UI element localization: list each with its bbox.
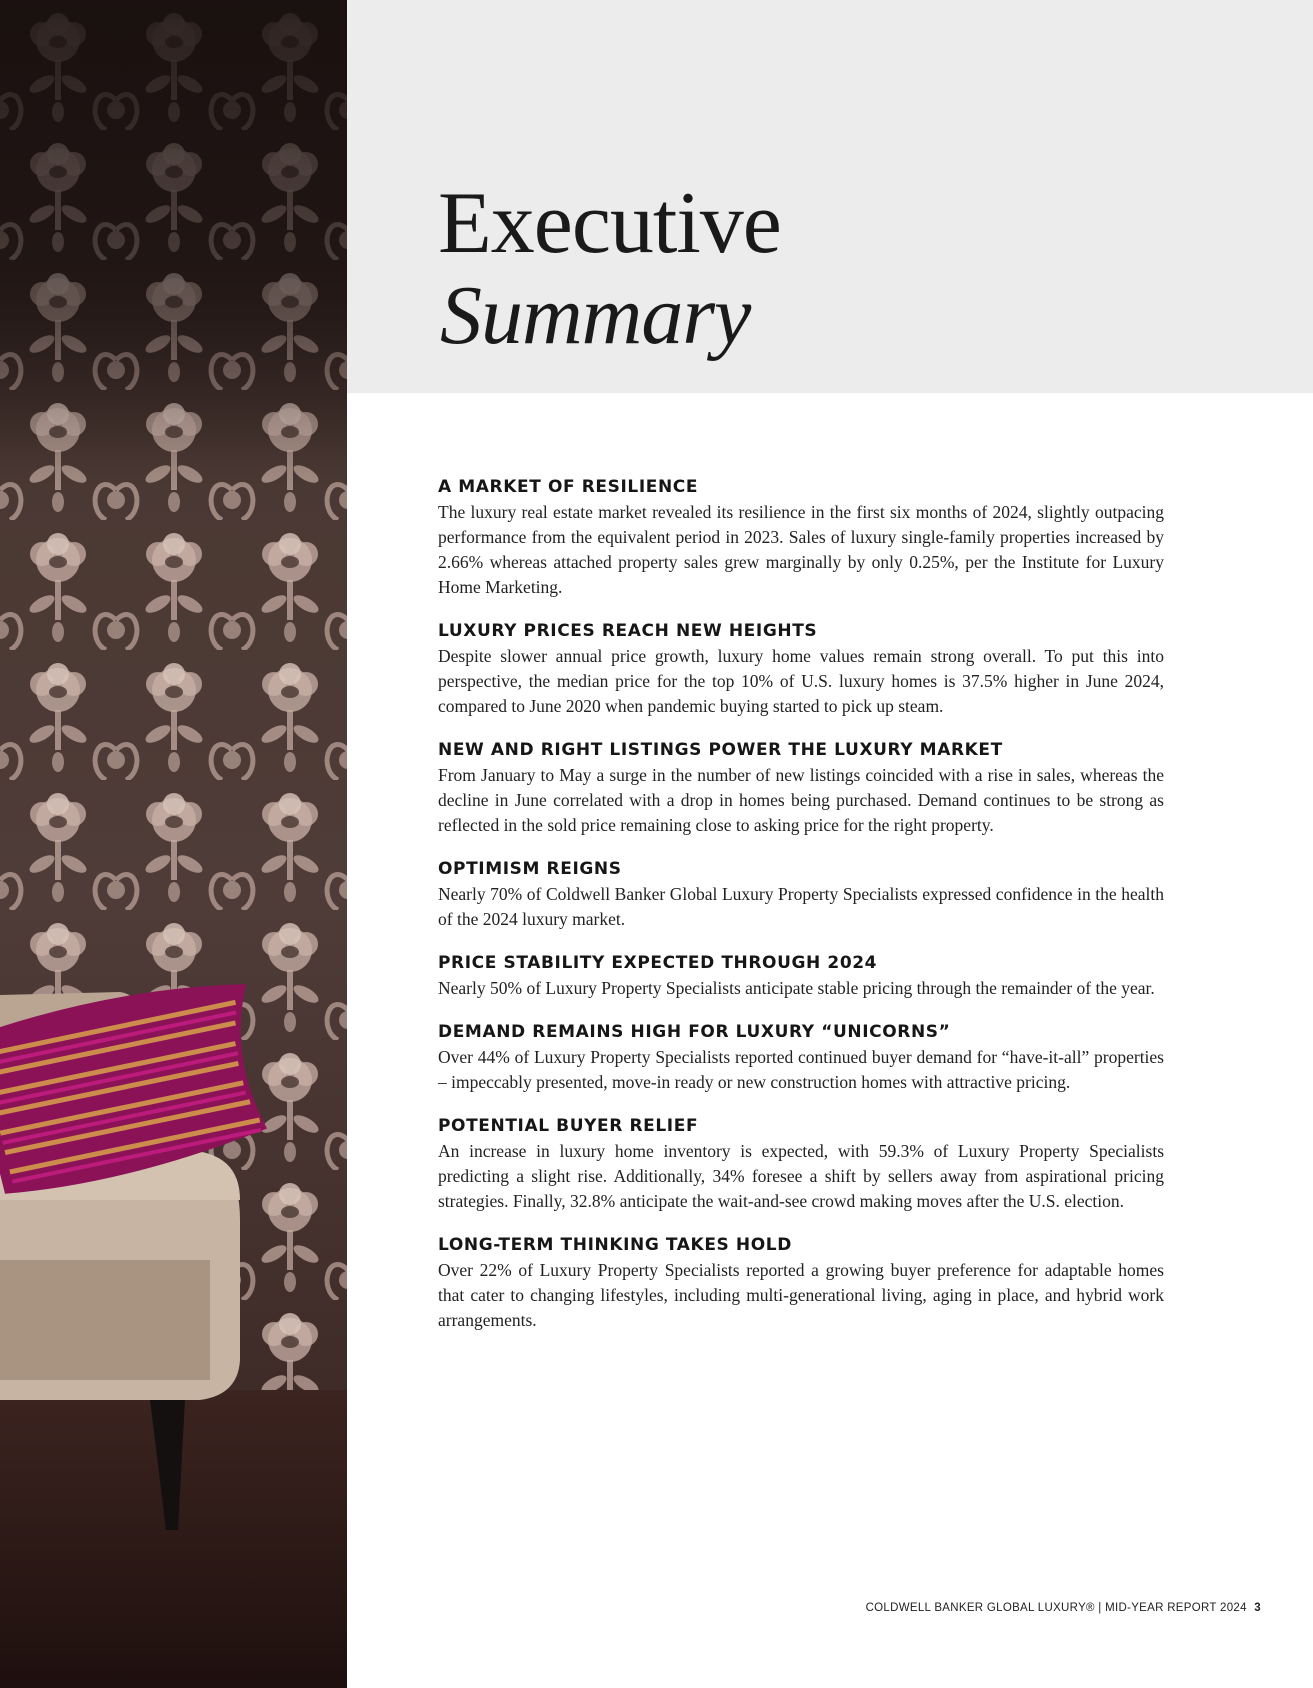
footer-text: COLDWELL BANKER GLOBAL LUXURY® | MID-YEAR REPORT 2024 [865,1602,1247,1614]
section-body: Over 22% of Luxury Property Specialists reported a growing buyer preference for adaptable homes that cater to changing lifestyles, including multi-generational living, aging in place, and hybrid work arrangements. [438,1260,1164,1330]
section-body: From January to May a surge in the number of new listings coincided with a rise in sales, whereas the decline in June correlated with a drop in homes being purchased. Demand continues to be strong as reflected in the sold price remaining close to asking price for the right property. [438,765,1164,835]
section-heading: A MARKET OF RESILIENCE [438,477,699,497]
section-heading: LUXURY PRICES REACH NEW HEIGHTS [438,621,818,641]
summary-content [438,476,1164,1353]
page-footer [866,1602,1261,1614]
section-heading: PRICE STABILITY EXPECTED THROUGH 2024 [438,953,878,973]
section-body: Despite slower annual price growth, luxury home values remain strong overall. To put this into perspective, the median price for the top 10% of U.S. luxury homes is 37.5% higher in June 2024, compared to June 2020 when pandemic buying started to pick up steam. [438,646,1164,716]
section-heading: POTENTIAL BUYER RELIEF [438,1116,699,1136]
section-heading: DEMAND REMAINS HIGH FOR LUXURY “UNICORNS” [438,1022,951,1042]
page-title-italic: Summary [440,269,751,362]
section-market-resilience [438,476,1164,600]
interior-photo [0,0,347,1688]
section-buyer-relief [438,1115,1164,1214]
section-long-term [438,1234,1164,1333]
section-body: An increase in luxury home inventory is expected, with 59.3% of Luxury Property Specialists predicting a slight rise. Additionally, 34% foresee a shift by sellers away from aspirational pricing strategies. Finally, 32.8% anticipate the wait-and-see crowd making moves after the U.S. election. [438,1141,1164,1211]
section-body: The luxury real estate market revealed its resilience in the first six months of 2024, slightly outpacing performance from the equivalent period in 2023. Sales of luxury single-family properties increased by 2.66% whereas attached property sales grew marginally by only 0.25%, per the Institute for Luxury Home Marketing. [438,502,1164,597]
section-new-listings [438,739,1164,838]
section-body: Over 44% of Luxury Property Specialists reported continued buyer demand for “have-it-all” properties – impeccably presented, move-in ready or new construction homes with attractive pricing. [438,1047,1164,1092]
section-price-stability [438,952,1164,1001]
section-body: Nearly 50% of Luxury Property Specialists anticipate stable pricing through the remainder of the year. [438,978,1155,998]
section-luxury-prices [438,620,1164,719]
page-number: 3 [1254,1602,1261,1614]
page-title: Executive [438,175,781,272]
section-heading: NEW AND RIGHT LISTINGS POWER THE LUXURY MARKET [438,740,1003,760]
section-optimism [438,858,1164,932]
section-unicorns [438,1021,1164,1095]
section-heading: LONG-TERM THINKING TAKES HOLD [438,1235,792,1255]
section-heading: OPTIMISM REIGNS [438,859,622,879]
section-body: Nearly 70% of Coldwell Banker Global Luxury Property Specialists expressed confidence in the health of the 2024 luxury market. [438,884,1164,929]
